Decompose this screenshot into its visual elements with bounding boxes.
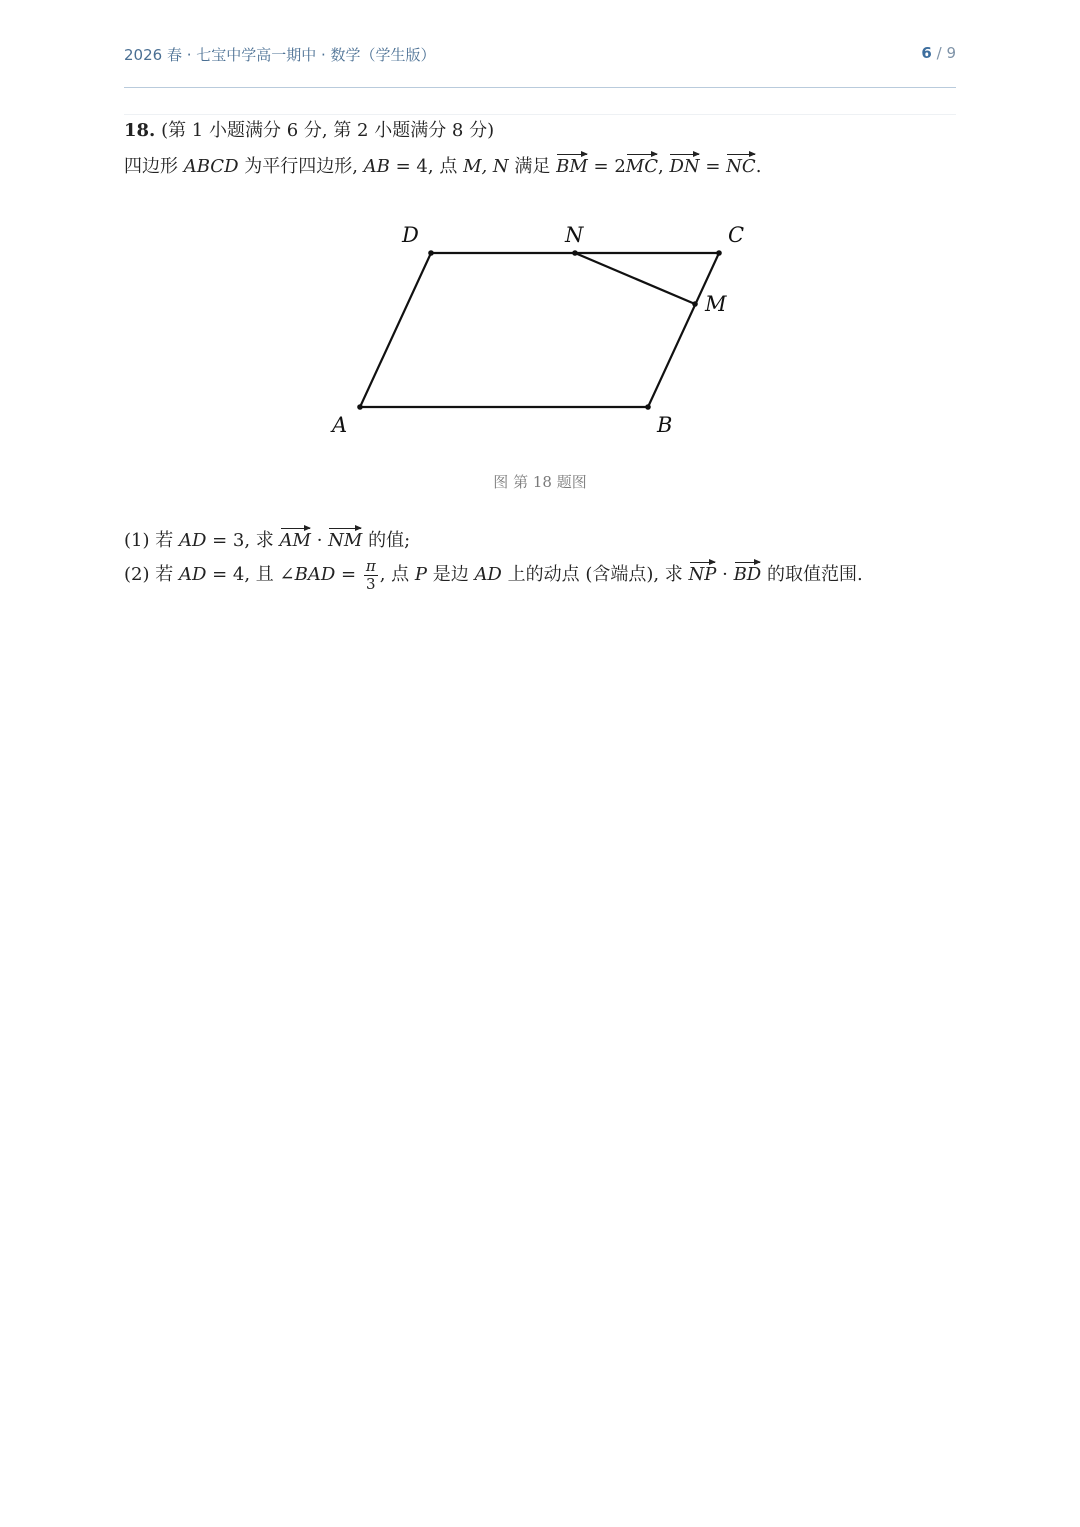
label-c: C xyxy=(728,223,745,247)
point-m xyxy=(692,301,698,307)
math-mn: M, N xyxy=(463,156,509,177)
dot-operator: · xyxy=(716,564,734,585)
q2-text: (2) 若 xyxy=(124,564,179,585)
problem-stem xyxy=(124,152,761,178)
page-header xyxy=(124,40,956,70)
score-note: (第 1 小题满分 6 分, 第 2 小题满分 8 分) xyxy=(161,120,495,141)
label-a: A xyxy=(332,413,348,437)
vector-bm: BM xyxy=(556,156,588,177)
stem-text: 四边形 xyxy=(124,156,184,177)
vector-dn: DN xyxy=(669,156,700,177)
point-n xyxy=(572,250,578,256)
stem-text: . xyxy=(755,156,762,177)
current-page: 6 xyxy=(921,44,932,62)
math-ad: AD xyxy=(474,564,502,585)
math-bad: BAD xyxy=(294,564,336,585)
question-2 xyxy=(124,558,863,592)
stem-text: = 2 xyxy=(587,156,626,177)
total-pages: 9 xyxy=(946,44,956,62)
point-b xyxy=(645,404,651,410)
point-d xyxy=(428,250,434,256)
parallelogram-figure xyxy=(320,210,760,450)
fraction-pi-over-3 xyxy=(364,558,378,592)
stem-text: = 4, 点 xyxy=(389,156,464,177)
q1-text: 的值; xyxy=(362,530,411,551)
fraction-numerator: π xyxy=(365,557,376,575)
q2-text: 的取值范围. xyxy=(761,564,863,585)
point-c xyxy=(716,250,722,256)
stem-text: 为平行四边形, xyxy=(238,156,364,177)
label-m: M xyxy=(705,292,727,316)
q2-text: = xyxy=(335,564,362,585)
q2-text: 是边 xyxy=(426,564,475,585)
stem-text: 满足 xyxy=(508,156,557,177)
q2-text: = 4, 且 ∠ xyxy=(206,564,295,585)
math-p: P xyxy=(414,564,427,585)
page-indicator xyxy=(921,44,956,62)
fraction-denominator: 3 xyxy=(365,574,376,593)
label-n: N xyxy=(565,223,584,247)
question-1 xyxy=(124,526,410,552)
vector-nc: NC xyxy=(726,156,756,177)
math-abcd: ABCD xyxy=(183,156,239,177)
q1-text: (1) 若 xyxy=(124,530,179,551)
label-d: D xyxy=(402,223,419,247)
math-ad: AD xyxy=(178,530,207,551)
vector-np: NP xyxy=(688,564,717,585)
stem-text: , xyxy=(658,156,670,177)
problem-heading xyxy=(124,116,494,142)
stem-text: = xyxy=(699,156,727,177)
vector-am: AM xyxy=(279,530,311,551)
vector-bd: BD xyxy=(733,564,762,585)
problem-number: 18. xyxy=(124,120,156,141)
vector-nm: NM xyxy=(328,530,363,551)
q2-text: 上的动点 (含端点), 求 xyxy=(501,564,689,585)
header-divider xyxy=(124,87,956,88)
math-ab: AB xyxy=(363,156,390,177)
figure-caption: 图 第 18 题图 xyxy=(493,473,587,491)
vector-mc: MC xyxy=(625,156,658,177)
page-separator: / xyxy=(931,44,947,62)
point-a xyxy=(357,404,363,410)
dot-operator: · xyxy=(310,530,329,551)
section-divider xyxy=(124,114,956,115)
q1-text: = 3, 求 xyxy=(206,530,280,551)
q2-text: , 点 xyxy=(379,564,415,585)
label-b: B xyxy=(657,413,673,437)
document-title: 2026 春 · 七宝中学高一期中 · 数学（学生版） xyxy=(124,46,436,64)
parallelogram-abcd xyxy=(360,253,719,407)
math-ad: AD xyxy=(178,564,207,585)
segment-nm xyxy=(575,253,695,304)
